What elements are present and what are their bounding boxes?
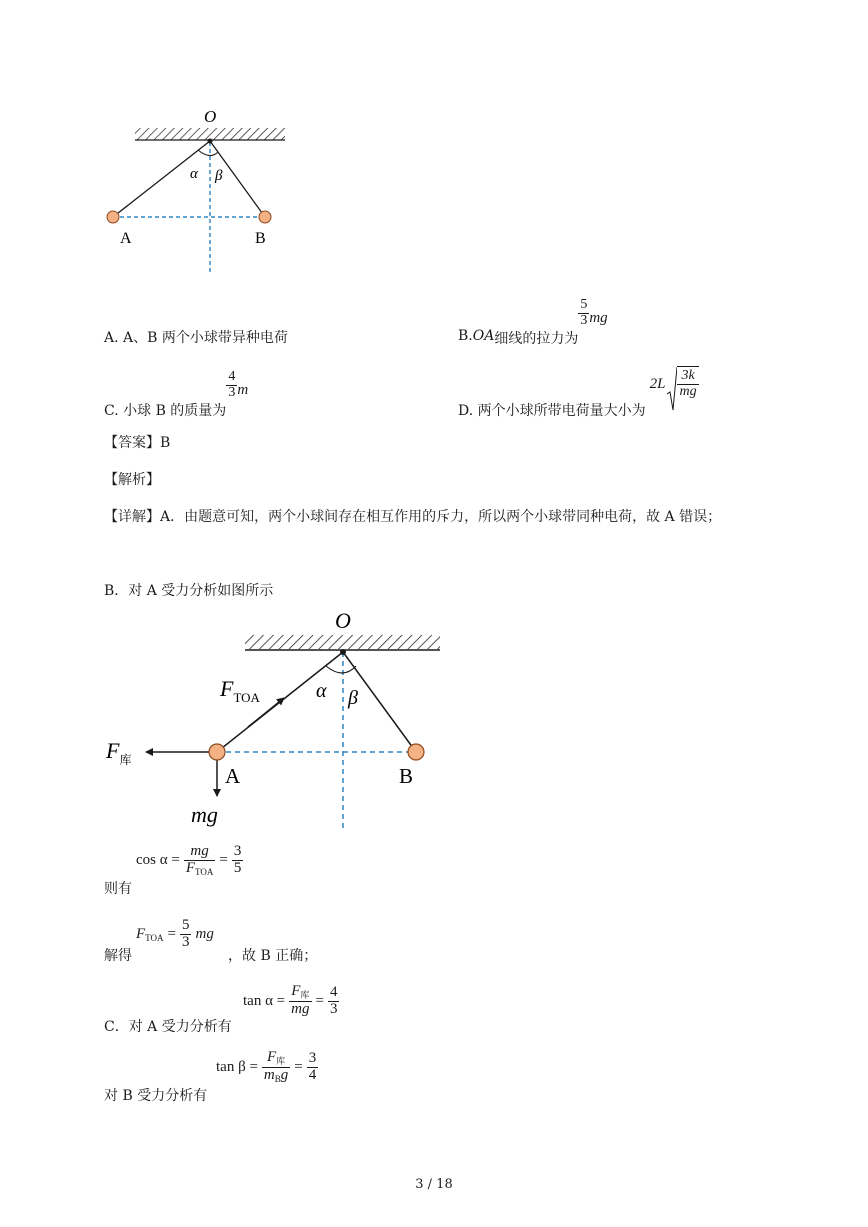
eq1-result bbox=[232, 844, 244, 877]
eq2-lhs-wrap bbox=[136, 926, 164, 943]
eq3-result bbox=[328, 985, 340, 1018]
tension-label-sub: TOA bbox=[233, 690, 260, 705]
eq4-den-wrap bbox=[262, 1067, 290, 1084]
eq1-den: F bbox=[185, 859, 195, 876]
angle-beta-label: β bbox=[215, 168, 223, 184]
eq3-r-num: 4 bbox=[329, 983, 338, 1000]
angle-arc bbox=[326, 666, 356, 673]
option-b-prefix: B. bbox=[458, 328, 473, 344]
point-o-label: O bbox=[204, 107, 217, 126]
eq3-formula bbox=[243, 984, 339, 1018]
ball-b-label: B bbox=[255, 230, 266, 247]
eq3-r-den: 3 bbox=[329, 1000, 338, 1017]
option-d-fraction bbox=[677, 366, 698, 412]
point-o-label: O bbox=[335, 608, 351, 633]
eq2-label: 解得 bbox=[104, 948, 132, 964]
eq1-den-wrap bbox=[184, 860, 216, 877]
eq4-formula bbox=[216, 1050, 318, 1085]
eq4-num-sub: 库 bbox=[276, 1057, 286, 1067]
eq4-lhs: tan β = bbox=[216, 1058, 258, 1075]
option-b-text: 细线的拉力为 bbox=[494, 331, 579, 347]
eq1-num: mg bbox=[190, 843, 209, 859]
option-c-fraction bbox=[226, 370, 237, 400]
analysis-label: 【解析】 bbox=[104, 472, 160, 488]
angle-alpha-label: α bbox=[316, 680, 327, 702]
eq2-after: ，故 B 正确； bbox=[228, 948, 318, 964]
angle-beta-label: β bbox=[348, 687, 358, 709]
option-b-fraction bbox=[578, 298, 589, 328]
gravity-label: mg bbox=[191, 802, 218, 827]
option-d-coef: 2L bbox=[649, 376, 666, 392]
option-d bbox=[458, 366, 699, 420]
option-c-tail: m bbox=[237, 382, 249, 398]
eq4-r-num: 3 bbox=[308, 1050, 317, 1067]
eq4-den-sub: B bbox=[274, 1074, 281, 1085]
eq2-fraction bbox=[180, 918, 192, 951]
eq2-num: 5 bbox=[181, 917, 190, 933]
eq1-r-num: 3 bbox=[233, 843, 242, 860]
eq4-num-wrap bbox=[265, 1050, 287, 1067]
eq1-lhs: cos α = bbox=[136, 852, 180, 869]
coulomb-force-label bbox=[105, 738, 131, 767]
eq4-fraction bbox=[262, 1050, 290, 1085]
eq1-label: 则有 bbox=[104, 881, 132, 897]
coulomb-label-sub: 库 bbox=[119, 753, 132, 767]
eq4-equals: = bbox=[294, 1058, 303, 1075]
eq3-equals: = bbox=[315, 992, 324, 1009]
angle-alpha-label: α bbox=[190, 166, 198, 182]
eq4-den-tail: g bbox=[280, 1067, 289, 1084]
eq1-fraction bbox=[184, 844, 216, 877]
detail-a: 【详解】A．由题意可知，两个小球间存在相互作用的斥力，所以两个小球带同种电荷，故 A 错误； bbox=[104, 509, 722, 525]
eq3-lhs: tan α = bbox=[243, 992, 286, 1009]
b-intro: B．对 A 受力分析如图所示 bbox=[104, 583, 274, 599]
option-d-sqrt bbox=[667, 366, 698, 412]
ball-b-label: B bbox=[399, 764, 414, 788]
tension-label bbox=[219, 676, 261, 705]
ball-a-label: A bbox=[120, 230, 132, 247]
option-c-num: 4 bbox=[228, 369, 236, 384]
eq3-num: F bbox=[291, 983, 301, 999]
eq1-den-sub: TOA bbox=[195, 866, 214, 877]
option-b-den: 3 bbox=[580, 312, 588, 328]
eq2-tail: mg bbox=[195, 925, 214, 942]
eq3-label: C．对 A 受力分析有 bbox=[104, 1019, 232, 1035]
option-d-den: mg bbox=[679, 383, 697, 399]
eq3-fraction bbox=[289, 984, 311, 1018]
eq1-r-den: 5 bbox=[233, 860, 242, 877]
ball-b bbox=[259, 211, 271, 223]
option-b-tail: mg bbox=[589, 310, 608, 326]
eq4-label: 对 B 受力分析有 bbox=[104, 1088, 208, 1104]
angle-arc bbox=[198, 150, 218, 156]
eq2-formula bbox=[136, 918, 214, 951]
eq3-num-sub: 库 bbox=[300, 991, 310, 1001]
ball-a-label: A bbox=[225, 764, 241, 788]
pivot-dot bbox=[208, 139, 213, 144]
option-c bbox=[104, 370, 248, 420]
option-d-text: D. 两个小球所带电荷量大小为 bbox=[458, 403, 646, 419]
ball-a bbox=[209, 744, 225, 760]
figure-2-force-diagram bbox=[100, 600, 450, 835]
eq4-num: F bbox=[267, 1049, 277, 1065]
eq4-den: m bbox=[263, 1067, 275, 1084]
eq1-formula bbox=[136, 844, 243, 877]
eq3-num-wrap bbox=[289, 984, 311, 1001]
eq2-lhs: F bbox=[136, 925, 146, 942]
eq2-equals: = bbox=[167, 925, 176, 942]
option-b-num: 5 bbox=[580, 297, 588, 312]
eq1-equals: = bbox=[219, 852, 228, 869]
ceiling-hatch bbox=[245, 635, 440, 649]
option-a: A. A、B 两个小球带异种电荷 bbox=[104, 330, 288, 346]
ball-a bbox=[107, 211, 119, 223]
coulomb-label-f: F bbox=[106, 738, 120, 763]
option-d-num: 3k bbox=[681, 368, 695, 383]
eq2-den: 3 bbox=[181, 933, 190, 950]
ceiling-hatch bbox=[135, 128, 285, 140]
eq2-lhs-sub: TOA bbox=[145, 932, 164, 943]
option-b bbox=[458, 298, 608, 348]
eq3-den: mg bbox=[291, 1001, 310, 1018]
page-number: 3 / 18 bbox=[415, 1177, 453, 1192]
ball-b bbox=[408, 744, 424, 760]
sqrt-sign bbox=[667, 366, 677, 412]
eq4-result bbox=[307, 1051, 319, 1084]
answer-line: 【答案】B bbox=[104, 435, 171, 451]
option-b-var: OA bbox=[472, 328, 495, 344]
option-c-den: 3 bbox=[228, 384, 236, 400]
pivot-dot bbox=[340, 649, 346, 655]
option-c-text: C. 小球 B 的质量为 bbox=[104, 403, 227, 419]
figure-1-pendulum bbox=[100, 100, 300, 280]
tension-label-f: F bbox=[220, 676, 234, 701]
eq4-r-den: 4 bbox=[308, 1066, 317, 1083]
